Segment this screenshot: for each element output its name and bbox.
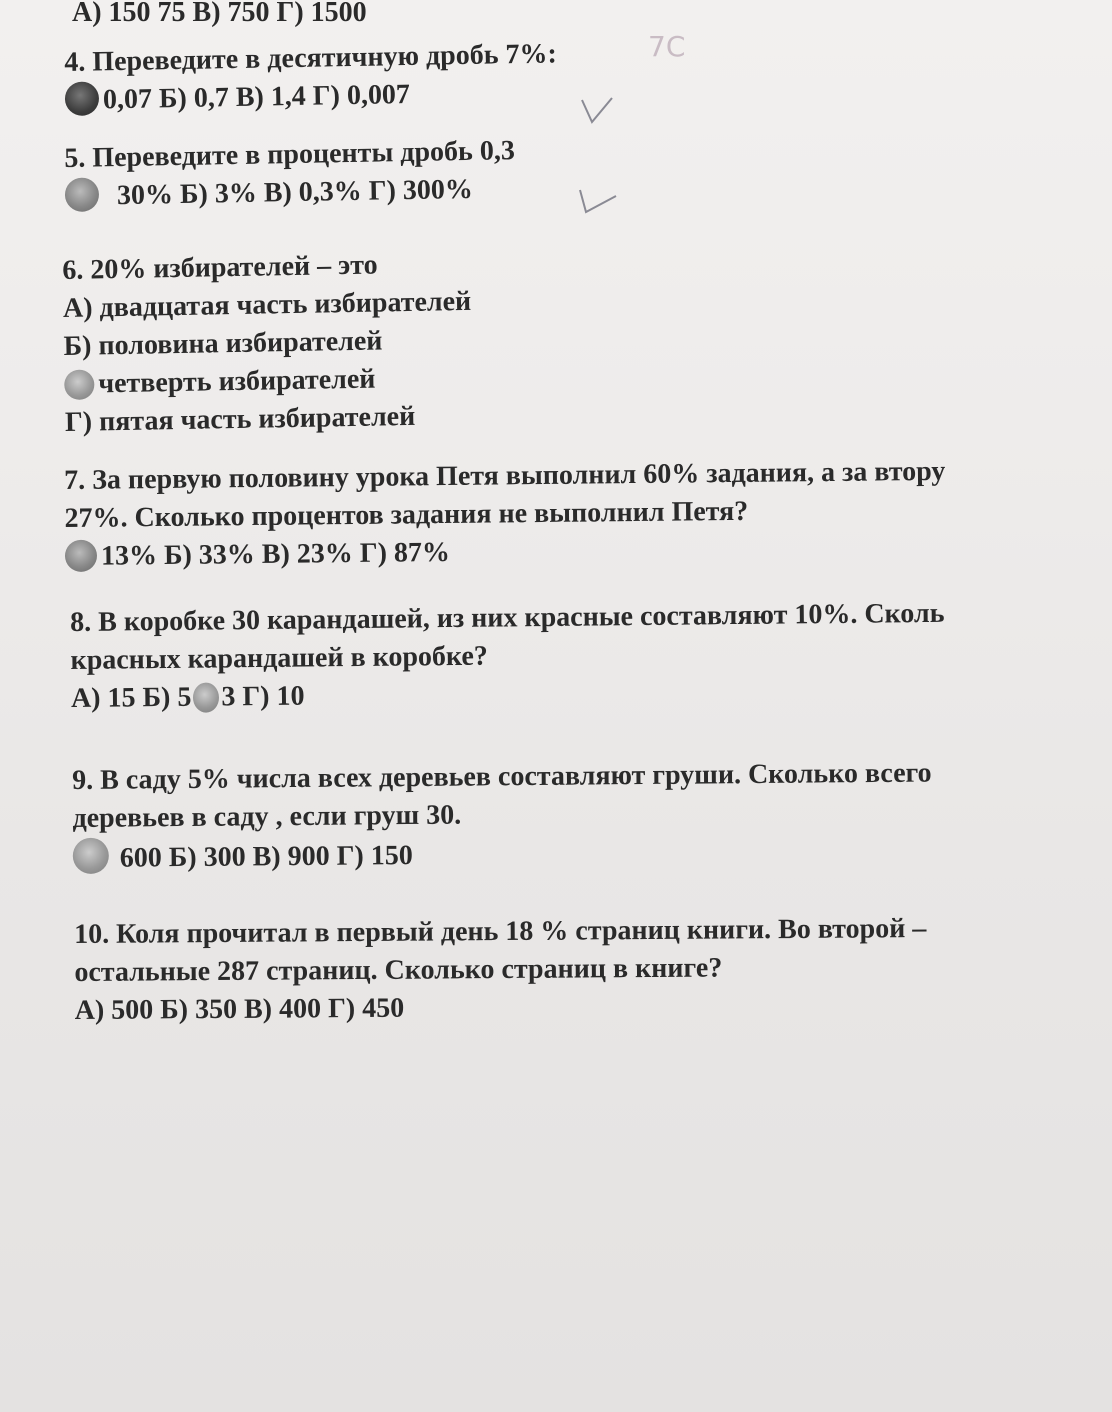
question-8-stem-line2: красных карандашей в коробке? [70,640,488,676]
question-5-answers: 30% Б) 3% В) 0,3% Г) 300% [116,173,474,212]
answer-mark-circle-icon [65,177,100,212]
question-8-answers-row [71,671,946,718]
question-6-option-d: Г) пятая часть избирателей [64,400,416,438]
question-6-option-c: четверть избирателей [98,363,376,400]
question-10-stem-line2: остальные 287 страниц. Сколько страниц в книге? [74,952,723,988]
answer-mark-circle-icon [65,81,100,116]
margin-note: 7С [648,30,686,63]
question-4-answers-row [65,73,558,120]
question-9 [72,754,932,877]
question-7-stem-line2: 27%. Сколько процентов задания не выполнил Петя? [64,495,749,534]
question-3-partial [72,0,367,32]
question-6-option-b: Б) половина избирателей [63,325,383,362]
question-8 [70,595,945,718]
question-3-answers: А) 150 75 В) 750 Г) 1500 [72,0,367,28]
question-8-stem-line1: 8. В коробке 30 карандашей, из них красные составляют 10%. Сколь [70,597,945,638]
question-7-answers-row [65,529,947,576]
question-10-stem-line1: 10. Коля прочитал в первый день 18 % страниц книги. Во второй – [74,913,927,950]
checkmark-icon [576,186,620,218]
answer-mark-circle-icon [73,838,109,874]
answer-mark-circle-icon [64,369,95,400]
question-9-answers-row [73,830,933,877]
checkmark-icon [578,96,618,128]
question-6-stem: 6. 20% избирателей – это [62,249,378,286]
question-6-option-a: А) двадцатая часть избирателей [62,285,472,324]
question-10 [74,910,927,1030]
question-10-answers: А) 500 Б) 350 В) 400 Г) 450 [74,992,405,1026]
question-9-answers: 600 Б) 300 В) 900 Г) 150 [119,840,413,874]
question-8-answers-end: 3 Г) 10 [221,680,305,713]
question-8-answers-start: А) 15 Б) 5 [70,681,192,714]
question-9-stem-line1: 9. В саду 5% числа всех деревьев составляют груши. Сколько всего [72,757,932,796]
question-4 [64,35,558,120]
question-7-stem-line1: 7. За первую половину урока Петя выполнил 60% задания, а за втору [64,455,946,496]
question-5 [64,132,516,216]
question-4-answers: 0,07 Б) 0,7 В) 1,4 Г) 0,007 [102,78,411,116]
question-7-answers: 13% Б) 33% В) 23% Г) 87% [100,536,451,572]
answer-mark-circle-icon [193,682,219,712]
question-5-answers-row [65,170,516,216]
question-4-stem: 4. Переведите в десятичную дробь 7%: [64,38,558,78]
question-6 [62,245,474,442]
question-9-stem-line2: деревьев в саду , если груш 30. [72,799,462,834]
question-5-stem: 5. Переведите в проценты дробь 0,3 [64,135,516,174]
answer-mark-circle-icon [65,540,97,572]
question-7 [64,453,946,576]
